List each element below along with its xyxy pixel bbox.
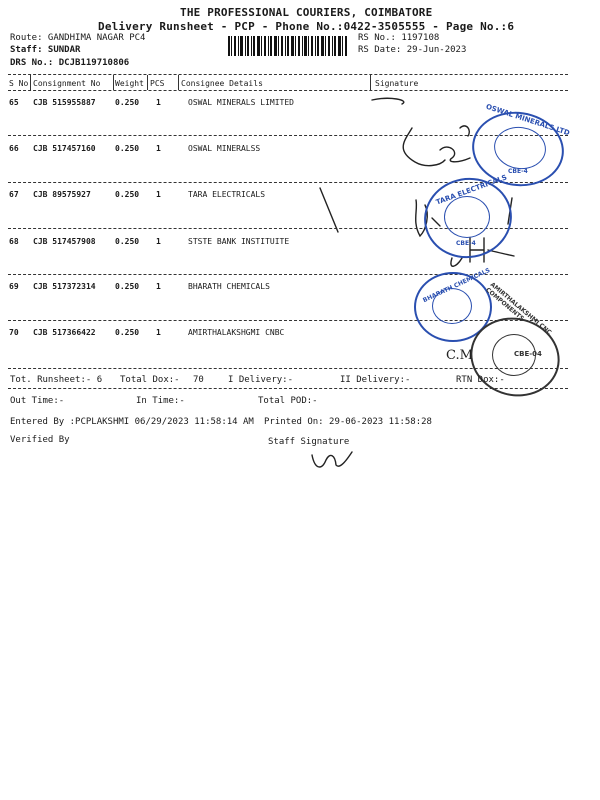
row-consignee: STSTE BANK INSTITUITE xyxy=(188,237,290,246)
row-sno: 70 xyxy=(9,328,19,337)
row-consignment: CJB 89575927 xyxy=(33,190,91,199)
row-consignee: OSWAL MINERALS LIMITED xyxy=(188,98,294,107)
tara-stamp-sub: CBE-4 xyxy=(456,240,476,247)
row-consignee: OSWAL MINERALSS xyxy=(188,144,261,153)
company-title: THE PROFESSIONAL COURIERS, COIMBATORE xyxy=(180,6,433,19)
amirtha-stamp-sub: CBE-04 xyxy=(514,350,542,358)
row-pcs: 1 xyxy=(156,98,161,107)
row-consignee: BHARATH CHEMICALS xyxy=(188,282,270,291)
entered-by: Entered By :PCPLAKSHMI 06/29/2023 11:58:14 AM xyxy=(10,417,254,427)
row-pcs: 1 xyxy=(156,282,161,291)
printed-on: Printed On: 29-06-2023 11:58:28 xyxy=(264,417,432,427)
tara-stamp-inner xyxy=(444,196,490,238)
total-dox-value: 70 xyxy=(193,375,204,385)
row-consignee: AMIRTHALAKSHGMI CNBC xyxy=(188,328,285,337)
col-header-signature: Signature xyxy=(375,79,419,88)
rs-date: RS Date: 29-Jun-2023 xyxy=(358,45,467,55)
row-sno: 66 xyxy=(9,144,19,153)
row-weight: 0.250 xyxy=(115,328,140,337)
row-pcs: 1 xyxy=(156,144,161,153)
row-consignment: CJB 517457908 xyxy=(33,237,96,246)
row-pcs: 1 xyxy=(156,328,161,337)
verified-by: Verified By xyxy=(10,435,70,445)
staff-signature-label: Staff Signature xyxy=(268,437,350,447)
row-consignment: CJB 517372314 xyxy=(33,282,96,291)
rs-number: RS No.: 1197108 xyxy=(358,33,440,43)
staff-label: Staff: SUNDAR xyxy=(10,45,81,55)
ii-delivery: II Delivery:- xyxy=(340,375,411,385)
row-weight: 0.250 xyxy=(115,190,140,199)
tara-stamp-text: TARA ELECTRICALS xyxy=(434,173,509,207)
oswal-stamp-sub: CBE-4 xyxy=(508,168,528,175)
row-pcs: 1 xyxy=(156,190,161,199)
row-weight: 0.250 xyxy=(115,282,140,291)
row-sno: 69 xyxy=(9,282,19,291)
signature-stroke xyxy=(460,126,469,136)
row-sno: 65 xyxy=(9,98,19,107)
bharath-stamp-text: BHARATH CHEMICALS xyxy=(421,266,492,305)
signature-stroke xyxy=(320,188,338,232)
total-dox-label: Total Dox:- xyxy=(120,375,180,385)
route-label: Route: GANDHIMA NAGAR PC4 xyxy=(10,33,146,43)
row-sno: 67 xyxy=(9,190,19,199)
row-weight: 0.250 xyxy=(115,98,140,107)
row-consignment: CJB 517366422 xyxy=(33,328,96,337)
row-weight: 0.250 xyxy=(115,237,140,246)
col-header-pcs: PCS xyxy=(150,79,165,88)
col-header-weight: Weight xyxy=(115,79,144,88)
runsheet-subtitle: Delivery Runsheet - PCP - Phone No.:0422-3505555 - Page No.:6 xyxy=(98,20,515,33)
total-runsheet: Tot. Runsheet:- 6 xyxy=(10,375,103,385)
out-time: Out Time:- xyxy=(10,396,65,406)
row-consignee: TARA ELECTRICALS xyxy=(188,190,266,199)
amirtha-stamp-text: AMIRTHALAKSHMI CNC COMPONENTS xyxy=(484,281,553,337)
row-pcs: 1 xyxy=(156,237,161,246)
row-weight: 0.250 xyxy=(115,144,140,153)
signature-stroke xyxy=(372,98,404,104)
col-header-sno: S No xyxy=(9,79,29,88)
in-time: In Time:- xyxy=(136,396,185,406)
col-header-consignee: Consignee Details xyxy=(181,79,263,88)
i-delivery: I Delivery:- xyxy=(228,375,294,385)
handwritten-initials: C.M xyxy=(446,348,473,363)
row-sno: 68 xyxy=(9,237,19,246)
total-pod: Total POD:- xyxy=(258,396,318,406)
staff-signature-stroke xyxy=(312,452,352,467)
oswal-stamp-text: OSWAL MINERALS LTD xyxy=(484,102,571,138)
row-consignment: CJB 515955887 xyxy=(33,98,96,107)
totals-rule xyxy=(8,388,568,389)
rtn-dox: RTN Dox:- xyxy=(456,375,505,385)
row-consignment: CJB 517457160 xyxy=(33,144,96,153)
signature-stroke xyxy=(403,128,445,166)
drs-number: DRS No.: DCJB119710806 xyxy=(10,58,130,68)
col-header-consignment: Consignment No xyxy=(33,79,101,88)
signature-stroke xyxy=(451,258,462,266)
